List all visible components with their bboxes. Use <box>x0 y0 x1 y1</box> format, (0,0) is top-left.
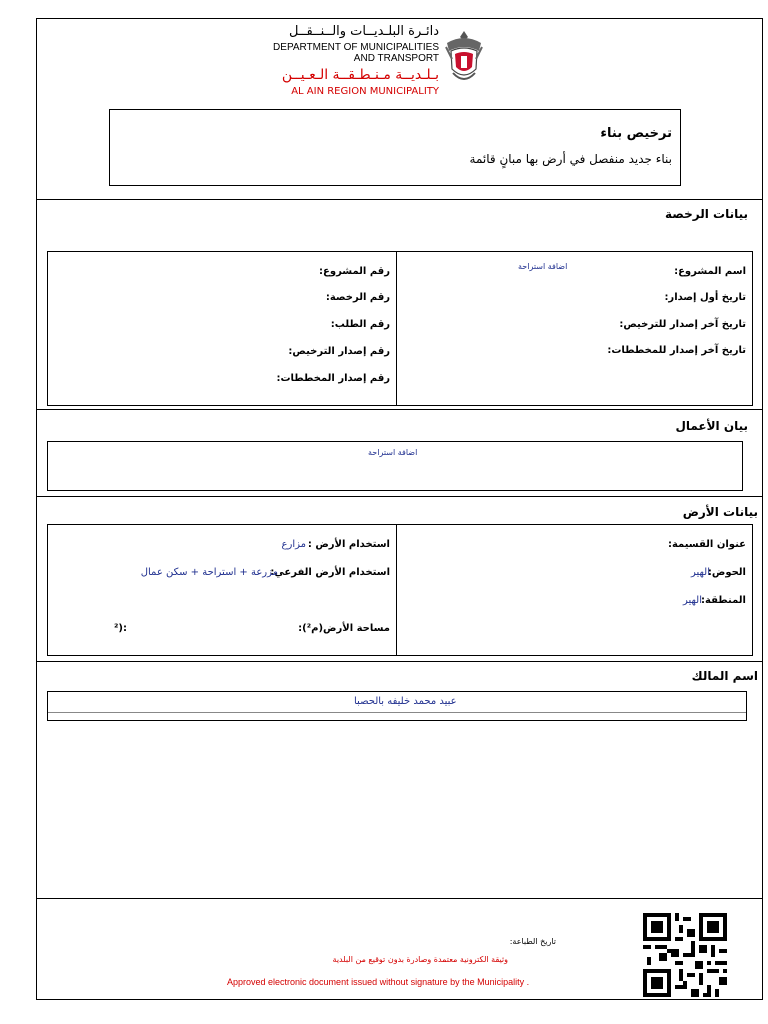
land-data-box <box>47 524 753 656</box>
municipality-name-ar: بـلـديــة مـنـطـقــة الـعـيــن <box>281 67 439 83</box>
sub-land-use-value: مزرعة + استراحة + سكن عمال <box>140 567 278 578</box>
license-box-divider <box>396 252 397 405</box>
dept-name-en-line2: AND TRANSPORT <box>353 53 439 64</box>
license-section-heading: بيانات الرخصة <box>665 207 748 221</box>
first-issue-date-label: تاريخ أول إصدار: <box>664 292 746 303</box>
last-plans-issue-date-label: تاريخ آخر إصدار للمخططات: <box>607 345 746 356</box>
last-license-issue-date-label: تاريخ آخر إصدار للترخيص: <box>619 319 746 330</box>
dept-name-en-line1: DEPARTMENT OF MUNICIPALITIES <box>273 42 439 53</box>
permit-title: ترخيص بناء <box>600 126 672 141</box>
permit-title-box <box>109 109 681 186</box>
divider <box>37 409 762 410</box>
land-area-unit: ²): <box>114 623 127 634</box>
works-description: اضافة استراحة <box>368 448 418 457</box>
divider <box>37 661 762 662</box>
header <box>273 23 497 105</box>
divider <box>37 898 762 899</box>
owner-box <box>47 691 747 721</box>
basin-label: الحوض: <box>707 567 746 578</box>
project-name-label: اسم المشروع: <box>674 266 746 277</box>
municipality-name-en: AL AIN REGION MUNICIPALITY <box>291 86 439 97</box>
qr-code-icon <box>643 913 727 997</box>
request-number-label: رقم الطلب: <box>330 319 390 330</box>
approval-text-en: Approved electronic document issued without signature by the Municipality . <box>227 977 530 987</box>
land-area-label: مساحة الأرض(م²): <box>298 623 390 634</box>
land-use-value: مزارع <box>281 539 306 550</box>
basin-value: الهير <box>691 567 710 578</box>
land-box-divider <box>396 525 397 655</box>
owner-section-heading: اسم المالك <box>691 669 758 683</box>
permit-subtitle: بناء جديد منفصل في أرض بها مبانٍ قائمة <box>469 152 672 166</box>
license-data-box <box>47 251 753 406</box>
plot-address-label: عنوان القسيمة: <box>667 539 746 550</box>
area-value: الهير <box>683 595 702 606</box>
print-date-label: تاريخ الطباعة: <box>509 937 556 946</box>
sub-land-use-label: استخدام الأرض الفرعي: <box>270 567 390 578</box>
project-name-value: اضافة استراحة <box>518 262 568 271</box>
license-number-label: رقم الرخصة: <box>325 292 390 303</box>
owner-name: عبيد محمد خليفه بالحصبا <box>354 696 457 707</box>
license-issue-number-label: رقم إصدار الترخيص: <box>288 346 390 357</box>
area-label: المنطقة: <box>701 595 746 606</box>
approval-text-ar: وثيقة الكترونية معتمدة وصادرة بدون توقيع من البلدية <box>332 955 508 964</box>
abu-dhabi-emblem-icon <box>443 29 485 87</box>
divider <box>37 496 762 497</box>
land-use-label: استخدام الأرض : <box>307 539 390 550</box>
land-section-heading: بيانات الأرض <box>682 505 758 519</box>
dept-name-ar: دائـرة البلـديــات والــنــقــل <box>289 24 439 39</box>
divider <box>37 199 762 200</box>
project-number-label: رقم المشروع: <box>319 266 390 277</box>
owner-box-inner-line <box>48 712 746 713</box>
permit-document <box>36 18 763 1000</box>
works-section-heading: بيان الأعمال <box>675 419 748 433</box>
works-box <box>47 441 743 491</box>
plans-issue-number-label: رقم إصدار المخططات: <box>276 373 390 384</box>
